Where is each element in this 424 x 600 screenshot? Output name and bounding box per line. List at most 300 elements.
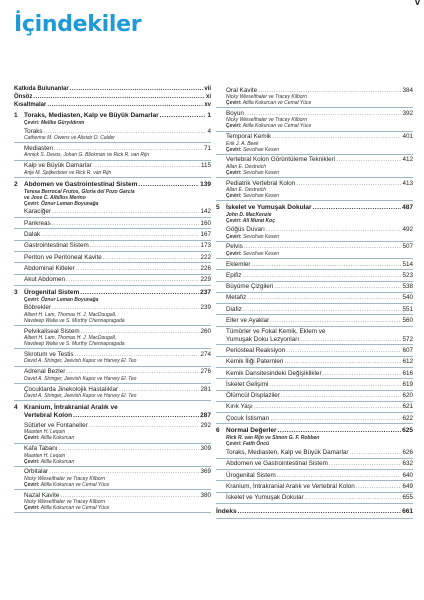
toc-entry-title: Pelvis xyxy=(226,243,243,251)
toc-entry[interactable] xyxy=(14,386,211,402)
toc-entry[interactable] xyxy=(216,494,413,504)
toc-page-number: 4 xyxy=(207,127,211,135)
dot-leader xyxy=(243,306,402,314)
toc-page-number: 621 xyxy=(402,403,413,411)
toc-entry-title: İndeks xyxy=(216,507,237,515)
toc-entry-title: Oral Kavite xyxy=(226,86,258,94)
toc-entry-line xyxy=(216,472,413,480)
dot-leader xyxy=(254,403,402,411)
toc-entry[interactable] xyxy=(216,306,413,316)
toc-entry-line xyxy=(216,283,413,291)
toc-entry-credit xyxy=(24,393,211,399)
credit-names: Albert H. Lam, Thomas H. J. MacDougall, xyxy=(24,335,117,342)
toc-entry[interactable] xyxy=(14,276,211,286)
dot-leader xyxy=(49,468,199,476)
toc-entry-credit xyxy=(24,435,211,441)
credit-names: Nicky Wieselthaler ve Tracey Kilborn xyxy=(24,475,105,482)
toc-entry-line xyxy=(216,392,413,400)
dot-leader xyxy=(247,294,401,302)
toc-page-number: 607 xyxy=(402,347,413,355)
credit-names: John D. MacKenzie xyxy=(226,212,272,219)
toc-entry[interactable] xyxy=(14,445,211,467)
toc-entry-title: Katkıda Bulunanlar xyxy=(14,86,69,92)
toc-entry-credit xyxy=(226,234,413,240)
credit-names: Atilla Kokurcan ve Cemal Yüce xyxy=(39,505,110,512)
toc-entry-line xyxy=(216,156,413,164)
toc-entry[interactable] xyxy=(216,392,413,402)
toc-entry-line xyxy=(14,289,211,297)
toc-page-number: 292 xyxy=(200,421,211,429)
credit-names: Allan E. Oestreich xyxy=(226,163,267,170)
toc-entry-line xyxy=(216,180,413,188)
toc-entry[interactable] xyxy=(14,422,211,444)
toc-entry-line xyxy=(14,93,211,101)
credit-names: Annick S. Devos, Johan G. Blickman ve Rick R. van Rijn xyxy=(24,152,150,159)
toc-page-number: 239 xyxy=(200,304,211,312)
credit-names: Öznur Leman Boyunağa xyxy=(39,200,99,207)
toc-entry[interactable] xyxy=(14,220,211,230)
toc-entry[interactable] xyxy=(14,208,211,218)
toc-entry[interactable] xyxy=(216,427,413,447)
dot-leader xyxy=(89,422,200,430)
toc-entry-line xyxy=(14,85,211,93)
chapter-number: 5 xyxy=(216,204,220,212)
toc-entry-line xyxy=(14,328,211,336)
toc-page-number: vii xyxy=(204,86,211,92)
credit-names: Rick R. van Rijn ve Simon G. F. Robben xyxy=(226,435,320,442)
credit-names: Atilla Kokurcan ve Cemal Yüce xyxy=(241,123,312,130)
toc-entry[interactable] xyxy=(216,358,413,368)
toc-entry[interactable] xyxy=(14,242,211,252)
dot-leader xyxy=(313,204,402,212)
translator-label: Çeviri: xyxy=(226,193,242,200)
toc-entry-title: Vertebral Kolon Görüntüleme Teknikleri xyxy=(226,156,336,164)
toc-entry-line xyxy=(14,112,211,120)
toc-entry-line xyxy=(216,294,413,302)
toc-entry[interactable] xyxy=(216,317,413,327)
credit-names: Sevcihan Kesen xyxy=(241,169,280,176)
dot-leader xyxy=(258,87,401,95)
translator-label: Çeviri: xyxy=(24,435,40,442)
toc-page-number: 538 xyxy=(402,283,413,291)
toc-entry-title: Boyun xyxy=(226,109,244,117)
toc-entry-title: Adrenal Bezler xyxy=(24,368,66,376)
credit-names: Maarten H. Lequin xyxy=(24,452,66,459)
toc-entry[interactable] xyxy=(14,128,211,144)
toc-entry-title: Ölümcül Displaziler xyxy=(226,392,280,400)
credit-names: Teresa Berrocal Frutos, Gloria del Pozo Garcia xyxy=(24,188,135,195)
credit-names: Allan E. Oestreich xyxy=(226,187,267,194)
toc-entry[interactable] xyxy=(14,468,211,490)
toc-entry-credit xyxy=(24,120,211,126)
dot-leader xyxy=(66,368,199,376)
credit-names: Nicky Wieselthaler ve Tracey Kilborn xyxy=(226,117,307,124)
credit-names: Sevcihan Kesen xyxy=(241,233,280,240)
toc-page-number: 222 xyxy=(200,253,211,261)
toc-entry-title-first-line xyxy=(216,328,413,336)
toc-entry-title: Dalak xyxy=(24,231,41,238)
toc-entry-credit xyxy=(226,218,413,224)
toc-entry[interactable] xyxy=(14,85,211,93)
toc-page-number: 626 xyxy=(402,449,413,456)
toc-entry-credit xyxy=(24,341,211,347)
toc-entry-line xyxy=(216,427,413,435)
toc-entry[interactable] xyxy=(216,403,413,413)
toc-page-number: 1 xyxy=(207,112,211,119)
toc-page-number: 139 xyxy=(200,180,211,188)
toc-entry[interactable] xyxy=(14,181,211,207)
dot-leader xyxy=(76,265,200,273)
toc-entry-credit xyxy=(24,376,211,382)
credit-names: Atilla Kokurcan ve Cemal Yüce xyxy=(39,481,110,488)
dot-leader xyxy=(160,112,207,120)
dot-leader xyxy=(59,445,200,453)
toc-entry-title: Tümörler ve Fokal Kemik, Eklem ve xyxy=(226,328,326,336)
toc-entry-line xyxy=(216,403,413,411)
translator-label: Çeviri: xyxy=(226,218,242,225)
toc-page-number: 622 xyxy=(402,414,413,422)
toc-page-number: 632 xyxy=(402,460,413,468)
toc-entry-title: Toraks xyxy=(24,127,43,135)
toc-entry[interactable] xyxy=(216,261,413,271)
toc-entry[interactable] xyxy=(14,328,211,350)
translator-label: Çeviri: xyxy=(24,120,40,126)
toc-entry-title: Toraks, Mediasten, Kalp ve Büyük Damarlar xyxy=(226,449,349,456)
dot-leader xyxy=(336,156,401,164)
toc-entry-title: Önsöz xyxy=(14,94,33,100)
toc-entry-line xyxy=(216,272,413,280)
credit-names: Erik J. A. Beek xyxy=(226,140,259,147)
toc-entry-title: Kemik Dansitesindeki Değişiklikler xyxy=(226,369,322,377)
chapter-number: 6 xyxy=(216,427,220,435)
toc-entry-line xyxy=(14,368,211,376)
toc-entry[interactable] xyxy=(216,415,413,425)
dot-leader xyxy=(270,317,401,325)
toc-entry[interactable] xyxy=(14,265,211,275)
toc-entry-line xyxy=(14,351,211,359)
toc-page-number: 649 xyxy=(402,482,413,490)
toc-entry-line xyxy=(14,181,211,189)
dot-leader xyxy=(52,208,200,216)
toc-page-number: 640 xyxy=(402,471,413,479)
translator-label: Çeviri: xyxy=(226,123,242,130)
toc-entry-title: Akut Abdomen xyxy=(24,276,65,284)
toc-entry-credit xyxy=(24,201,211,207)
dot-leader xyxy=(269,381,401,389)
toc-entry-title: Kemik İliği Paternleri xyxy=(226,358,284,366)
toc-entry[interactable] xyxy=(216,87,413,109)
toc-entry-title: Abdomen ve Gastrointestinal Sistem xyxy=(226,460,328,468)
dot-leader xyxy=(47,101,203,109)
toc-entry-title: Gastrointestinal Sistem xyxy=(24,242,89,250)
toc-entry-credit xyxy=(24,358,211,364)
dot-leader xyxy=(356,483,402,491)
toc-entry-title: Eklemler xyxy=(226,260,251,268)
toc-entry[interactable] xyxy=(14,145,211,161)
dot-leader xyxy=(300,336,401,344)
dot-leader xyxy=(281,392,402,400)
toc-entry[interactable] xyxy=(14,289,211,303)
toc-page-number: 173 xyxy=(200,242,211,250)
toc-entry-credit xyxy=(226,441,413,447)
toc-entry-title: Çocuk İstismarı xyxy=(226,414,270,422)
credit-names: Sevcihan Kesen xyxy=(241,193,280,200)
toc-entry[interactable] xyxy=(216,243,413,259)
toc-page-number: 523 xyxy=(402,271,413,279)
toc-entry[interactable] xyxy=(216,294,413,304)
toc-page-number: 384 xyxy=(402,86,413,94)
toc-entry-line xyxy=(216,87,413,95)
toc-entry[interactable] xyxy=(14,351,211,367)
credit-names: Sevcihan Kesen xyxy=(241,146,280,153)
toc-entry-line xyxy=(216,306,413,314)
toc-entry[interactable] xyxy=(14,404,211,420)
toc-entry-title: Vertebral Kolon xyxy=(24,412,73,420)
toc-entry-line xyxy=(216,460,413,468)
toc-page-number: 507 xyxy=(402,243,413,251)
dot-leader xyxy=(70,85,204,93)
toc-entry-line xyxy=(14,128,211,136)
toc-entry-line xyxy=(216,494,413,502)
toc-page-number: 237 xyxy=(200,288,211,296)
toc-entry[interactable] xyxy=(216,483,413,493)
translator-label: Çeviri: xyxy=(226,169,242,176)
toc-entry-credit xyxy=(24,459,211,465)
toc-entry[interactable] xyxy=(14,231,211,241)
toc-entry-credit xyxy=(226,123,413,129)
toc-entry[interactable] xyxy=(14,112,211,126)
toc-entry-credit xyxy=(24,318,211,324)
toc-entry[interactable] xyxy=(14,101,211,109)
toc-page-number: 281 xyxy=(200,385,211,393)
toc-entry-line xyxy=(216,226,413,234)
dot-leader xyxy=(41,231,199,239)
dot-leader xyxy=(266,226,402,234)
toc-page-number: 276 xyxy=(200,368,211,376)
toc-entry[interactable] xyxy=(216,156,413,178)
toc-entry-line xyxy=(14,422,211,430)
toc-entry[interactable] xyxy=(14,304,211,326)
toc-entry[interactable] xyxy=(216,508,413,519)
toc-entry-line xyxy=(14,220,211,228)
toc-entry-title: İskelet ve Yumuşak Dokular xyxy=(226,204,312,212)
toc-page-number: 612 xyxy=(402,358,413,366)
toc-entry-title-first-line xyxy=(14,404,211,412)
credit-names: Fatih Öncü xyxy=(241,441,270,448)
toc-entry-title: Kranium, İntrakranial Aralık ve Vertebral Kolon xyxy=(226,482,355,490)
toc-right-column xyxy=(216,85,413,519)
dot-leader xyxy=(284,358,401,366)
toc-entry-line xyxy=(216,110,413,118)
toc-page-number: 619 xyxy=(402,380,413,388)
toc-page-number: 115 xyxy=(200,162,211,170)
toc-entry-credit xyxy=(226,251,413,257)
toc-entry-title: Toraks, Mediasten, Kalp ve Büyük Damarlar xyxy=(24,112,159,119)
dot-leader xyxy=(245,110,402,118)
toc-entry-title: Metafiz xyxy=(226,294,247,302)
toc-entry-line xyxy=(14,265,211,273)
credit-names: Navdeep Walia ve S. Murthy Chennapragada xyxy=(24,317,125,324)
dot-leader xyxy=(238,508,402,516)
toc-page-number: 620 xyxy=(402,392,413,400)
toc-entry-line xyxy=(216,381,413,389)
toc-entry-title: Normal Değerler xyxy=(226,427,277,435)
dot-leader xyxy=(75,351,200,359)
toc-entry-title: Abdomen ve Gastrointestinal Sistem xyxy=(24,180,138,188)
toc-page-number: 551 xyxy=(402,305,413,313)
toc-entry-title: Göğüs Duvarı xyxy=(226,226,265,233)
toc-entry[interactable] xyxy=(14,93,211,101)
toc-entry-title: Yumuşak Doku Lezyonları xyxy=(226,335,300,343)
toc-entry-line xyxy=(216,449,413,457)
toc-entry[interactable] xyxy=(216,381,413,391)
credit-names: Nicky Wieselthaler ve Tracey Kilborn xyxy=(226,94,307,101)
dot-leader xyxy=(33,93,205,101)
translator-label: Çeviri: xyxy=(24,505,40,512)
credit-names: Anje M. Spijkerboer ve Rick R. van Rijn xyxy=(24,169,112,176)
toc-entry-title: Epifiz xyxy=(226,271,242,279)
toc-page-number: xv xyxy=(204,102,211,108)
toc-entry-title: Büyüme Çizgileri xyxy=(226,283,274,291)
toc-entry-title: Mediasten xyxy=(24,144,54,152)
dot-leader xyxy=(119,386,199,394)
dot-leader xyxy=(274,283,401,291)
dot-leader xyxy=(52,304,200,312)
toc-entry[interactable] xyxy=(14,254,211,264)
translator-label: Çeviri: xyxy=(226,250,242,257)
toc-page-number: 401 xyxy=(402,133,413,141)
toc-entry-title: Skrotum ve Testis xyxy=(24,350,74,358)
credit-names: Navdeep Walia ve S. Murthy Chennapragada xyxy=(24,341,125,348)
translator-label: Çeviri: xyxy=(24,458,40,465)
credit-names: Atilla Kokurcan xyxy=(39,458,75,465)
dot-leader xyxy=(329,460,402,468)
toc-entry-credit xyxy=(24,152,211,158)
toc-entry[interactable] xyxy=(14,368,211,384)
toc-entry-title: Kalp ve Büyük Damarlar xyxy=(24,162,92,170)
toc-page-number: 260 xyxy=(200,327,211,335)
dot-leader xyxy=(252,261,402,269)
toc-page-number: 655 xyxy=(402,494,413,502)
toc-entry[interactable] xyxy=(14,492,211,514)
page-number-roman: v xyxy=(414,0,420,7)
toc-entry-title: Nazal Kavite xyxy=(24,491,60,499)
toc-page-number: 413 xyxy=(402,179,413,187)
toc-entry[interactable] xyxy=(216,460,413,470)
toc-entry[interactable] xyxy=(216,283,413,293)
toc-entry-title: İskelet ve Yumuşak Dokular xyxy=(226,494,304,502)
toc-entry[interactable] xyxy=(216,133,413,155)
toc-entry[interactable] xyxy=(216,449,413,459)
page-title: İçindekiler xyxy=(14,12,142,37)
toc-entry[interactable] xyxy=(14,162,211,178)
credit-names: Ali Murat Koç xyxy=(241,218,275,225)
chapter-number: 3 xyxy=(14,288,18,296)
toc-entry[interactable] xyxy=(216,472,413,482)
translator-label: Çeviri: xyxy=(24,200,40,207)
dot-leader xyxy=(60,492,199,500)
toc-entry[interactable] xyxy=(216,272,413,282)
toc-entry-title: Pelvikaliseal Sistem xyxy=(24,327,80,335)
toc-page-number: 369 xyxy=(200,468,211,476)
toc-entry-title: Kısaltmalar xyxy=(14,102,47,108)
toc-entry-line xyxy=(14,445,211,453)
toc-entry-line xyxy=(216,133,413,141)
toc-page-number: 492 xyxy=(402,226,413,233)
toc-entry[interactable] xyxy=(216,370,413,380)
toc-entry-credit xyxy=(226,193,413,199)
toc-page-number: 572 xyxy=(402,335,413,343)
toc-entry-line xyxy=(14,242,211,250)
dot-leader xyxy=(66,276,200,284)
toc-entry-line xyxy=(216,358,413,366)
dot-leader xyxy=(90,242,200,250)
toc-entry-line xyxy=(216,243,413,251)
dot-leader xyxy=(73,412,199,420)
toc-page-number: 226 xyxy=(200,264,211,272)
dot-leader xyxy=(81,328,200,336)
toc-page-number: 392 xyxy=(402,109,413,117)
credit-names: Öznur Leman Boyunağa xyxy=(39,296,99,303)
credit-names: Melike Güryıldırım xyxy=(39,120,85,126)
toc-entry[interactable] xyxy=(216,226,413,242)
chapter-number: 4 xyxy=(14,404,18,412)
toc-entry-line xyxy=(14,304,211,312)
toc-page-number: 167 xyxy=(200,231,211,238)
toc-entry-title: Kırık Yaşı xyxy=(226,403,253,411)
toc-entry-line xyxy=(216,317,413,325)
toc-entry-line xyxy=(216,483,413,491)
toc-page-number: 274 xyxy=(200,350,211,358)
dot-leader xyxy=(242,272,401,280)
credit-names: Atilla Kokurcan ve Cemal Yüce xyxy=(241,100,312,107)
toc-entry-line xyxy=(216,204,413,212)
toc-entry-credit xyxy=(226,100,413,106)
toc-page-number: 625 xyxy=(402,427,413,435)
toc-entry-title: Kafa Tabanı xyxy=(24,445,58,453)
toc-entry[interactable] xyxy=(216,204,413,224)
toc-entry-credit xyxy=(24,482,211,488)
toc-page-number: 616 xyxy=(402,369,413,377)
toc-entry[interactable] xyxy=(216,347,413,357)
dot-leader xyxy=(103,254,200,262)
toc-page-number: 380 xyxy=(200,491,211,499)
translator-label: Çeviri: xyxy=(24,481,40,488)
toc-entry[interactable] xyxy=(216,110,413,132)
toc-entry-line xyxy=(14,101,211,109)
credit-names: Atilla Kokurcan xyxy=(39,435,75,442)
dot-leader xyxy=(52,220,200,228)
dot-leader xyxy=(305,494,402,502)
toc-entry-line xyxy=(14,145,211,153)
toc-page-number: 514 xyxy=(402,260,413,268)
toc-entry-title: Abdominal Kitleler xyxy=(24,264,75,272)
toc-page-number: 229 xyxy=(200,276,211,284)
toc-entry-line xyxy=(14,276,211,284)
toc-entry-title: Karaciğer xyxy=(24,208,51,216)
toc-entry[interactable] xyxy=(216,180,413,202)
toc-entry-title: Temporal Kemik xyxy=(226,133,272,141)
dot-leader xyxy=(278,427,402,435)
chapter-number: 2 xyxy=(14,180,18,188)
toc-page-number: 71 xyxy=(203,144,211,152)
toc-entry-title: Çocuklarda Jinekolojik Hastalıklar xyxy=(24,385,119,393)
toc-entry-credit xyxy=(24,135,211,141)
toc-entry-title: Pediatrik Vertebral Kolon xyxy=(226,179,296,187)
toc-entry[interactable] xyxy=(216,328,413,345)
toc-page-number: 287 xyxy=(200,412,211,420)
toc-entry-line xyxy=(216,261,413,269)
